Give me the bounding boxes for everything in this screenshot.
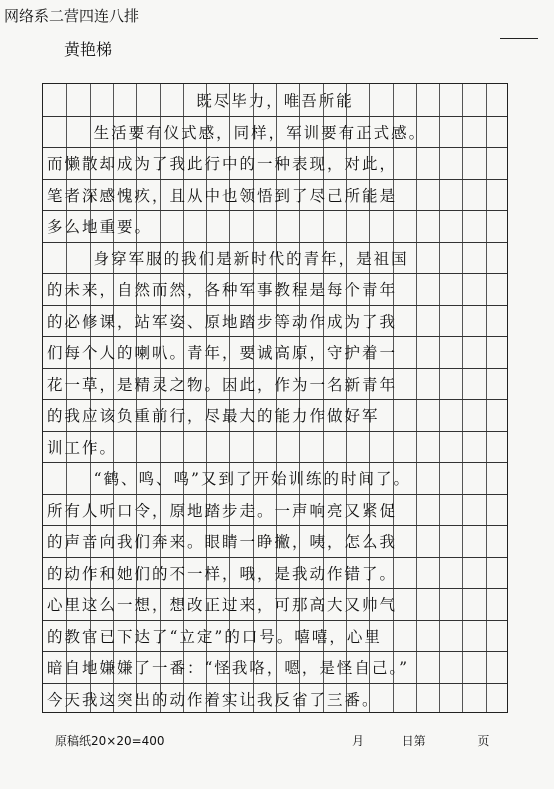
manuscript-grid [42, 83, 508, 713]
essay-line: 的声音向我们奔来。眼睛一睁撇，咦，怎么我 [47, 533, 398, 551]
essay-line: 的必修课，站军姿、原地踏步等动作成为了我 [47, 312, 398, 331]
essay-line: 花一草，是精灵之物。因此，作为一名新青年 [47, 375, 398, 394]
essay-line: 的动作和她们的不一样，哦，是我动作错了。 [47, 564, 398, 583]
grid-row-line [43, 683, 507, 684]
essay-line: 们每个人的喇叭。青年，要诚高原，守护着一 [47, 344, 398, 362]
grid-row-line [43, 179, 507, 180]
essay-line: 身穿军服的我们是新时代的青年，是祖国 [93, 249, 409, 268]
essay-line: 多么地重要。 [47, 218, 153, 236]
essay-line: 生活要有仪式感，同样，军训要有正式感。 [93, 123, 427, 142]
month-label: 月 [352, 734, 365, 748]
grid-row-line [43, 336, 507, 337]
grid-row-line [43, 620, 507, 621]
grid-row-line [43, 116, 507, 117]
essay-line: 训工作。 [47, 438, 118, 457]
page-label: 页 [477, 734, 490, 748]
grid-row-line [43, 525, 507, 526]
grid-row-line [43, 242, 507, 243]
grid-row-line [43, 368, 507, 369]
grid-row-line [43, 494, 507, 495]
paper-spec: 原稿纸20×20=400 [55, 734, 165, 748]
essay-line: 暗自地嫌嫌了一番：“怪我咯，嗯，是怪自己。” [47, 659, 410, 677]
essay-line: 而懒散却成为了我此行中的一种表现，对此， [47, 155, 398, 173]
header-student-name: 黄艳梯 [64, 40, 113, 59]
grid-row-line [43, 305, 507, 306]
essay-line: 的我应该负重前行，尽最大的能力作做好军 [47, 407, 380, 425]
grid-row-line [43, 210, 507, 211]
grid-row-line [43, 431, 507, 432]
essay-line: 所有人听口令，原地踏步走。一声响亮又紧促 [47, 501, 398, 520]
header-rule [500, 38, 538, 39]
essay-line: “鹤、鸣、鸣”又到了开始训练的时间了。 [93, 470, 411, 488]
grid-row-line [43, 147, 507, 148]
grid-row-line [43, 651, 507, 652]
essay-line: 的未来，自然而然，各种军事教程是每个青年 [47, 281, 398, 299]
grid-row-line [43, 462, 507, 463]
essay-line: 的教官已下达了“立定”的口号。嘻嘻，心里 [47, 627, 382, 646]
header-class-line: 网络系二营四连八排 [4, 7, 140, 25]
grid-row-line [43, 557, 507, 558]
day-label: 日第 [401, 734, 426, 748]
grid-row-line [43, 273, 507, 274]
essay-title: 既尽毕力，唯吾所能 [196, 92, 354, 110]
grid-row-line [43, 588, 507, 589]
essay-line: 笔者深感愧疚，且从中也领悟到了尽己所能是 [47, 186, 398, 205]
page-footer [352, 732, 489, 749]
essay-line: 心里这么一想，想改正过来，可那高大又帅气 [47, 596, 398, 614]
grid-row-line [43, 399, 507, 400]
essay-line: 今天我这突出的动作着实让我反省了三番。 [47, 690, 380, 709]
